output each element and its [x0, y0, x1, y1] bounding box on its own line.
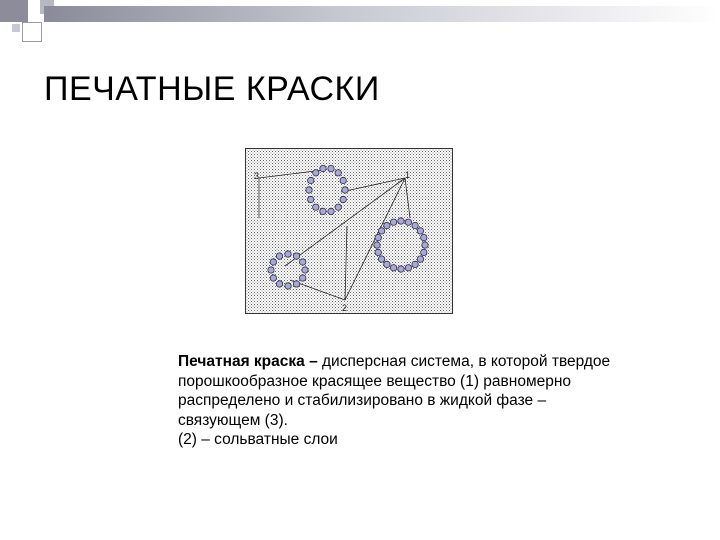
- solvate-particle: [417, 256, 423, 262]
- caption-line: связующем (3).: [178, 411, 288, 429]
- solvate-particle: [374, 242, 380, 248]
- caption-line: (2) – сольватные слои: [178, 431, 338, 448]
- solvate-particle: [421, 234, 427, 240]
- solvate-particle: [270, 275, 276, 281]
- solvate-particle: [285, 283, 291, 289]
- diagram-label-3: 3: [254, 171, 260, 181]
- solvate-particle: [398, 266, 404, 272]
- solvate-particle: [276, 253, 282, 259]
- caption-line: [178, 352, 698, 372]
- header-gradient-bar: [44, 6, 720, 22]
- slide-title: ПЕЧАТНЫЕ КРАСКИ: [44, 70, 380, 108]
- dispersion-diagram: [245, 148, 453, 314]
- solvate-particle: [313, 204, 319, 210]
- solvate-particle: [285, 251, 291, 257]
- solvate-particle: [422, 242, 428, 248]
- term-highlight: Печатная краска –: [178, 353, 318, 370]
- solvate-particle: [293, 253, 299, 259]
- solvate-particle: [308, 177, 314, 183]
- solvate-particle: [375, 234, 381, 240]
- solvate-particle: [390, 265, 396, 271]
- solvate-particle: [378, 256, 384, 262]
- solvate-particle: [270, 259, 276, 265]
- solvate-particle: [302, 267, 308, 273]
- solvate-particle: [398, 218, 404, 224]
- solvate-particle: [384, 261, 390, 267]
- decor-square: [12, 24, 20, 32]
- solvate-particle: [293, 281, 299, 287]
- definition-text: [178, 352, 698, 450]
- solvate-particle: [342, 187, 348, 193]
- solvate-particle: [328, 165, 334, 171]
- solvate-particle: [390, 219, 396, 225]
- caption-line: порошкообразное красящее вещество (1) равномерно: [178, 372, 572, 390]
- solvate-particle: [306, 187, 312, 193]
- solvate-particle: [417, 228, 423, 234]
- solvate-particle: [320, 165, 326, 171]
- solvate-particle: [384, 222, 390, 228]
- solvate-particle: [268, 267, 274, 273]
- caption-text: дисперсная система, в которой твердое: [317, 353, 611, 370]
- solvate-particle: [421, 249, 427, 255]
- solvate-particle: [300, 275, 306, 281]
- solvate-particle: [335, 204, 341, 210]
- solvate-particle: [412, 261, 418, 267]
- decor-square-outline: [22, 22, 42, 42]
- solvate-particle: [300, 259, 306, 265]
- solvate-particle: [328, 208, 334, 214]
- diagram-label-2: 2: [342, 303, 348, 313]
- solvate-particle: [375, 249, 381, 255]
- caption-line: распределено и стабилизировано в жидкой фазе –: [178, 392, 547, 409]
- solvate-particle: [340, 196, 346, 202]
- decor-square: [0, 0, 28, 22]
- solvate-particle: [335, 170, 341, 176]
- solvate-particle: [405, 219, 411, 225]
- solvate-particle: [405, 265, 411, 271]
- solvate-particle: [412, 222, 418, 228]
- solvate-particle: [320, 208, 326, 214]
- solvate-particle: [313, 170, 319, 176]
- solvate-particle: [308, 196, 314, 202]
- solvate-particle: [340, 177, 346, 183]
- solvate-particle: [378, 228, 384, 234]
- solvate-particle: [276, 281, 282, 287]
- diagram-label-1: 1: [405, 170, 411, 180]
